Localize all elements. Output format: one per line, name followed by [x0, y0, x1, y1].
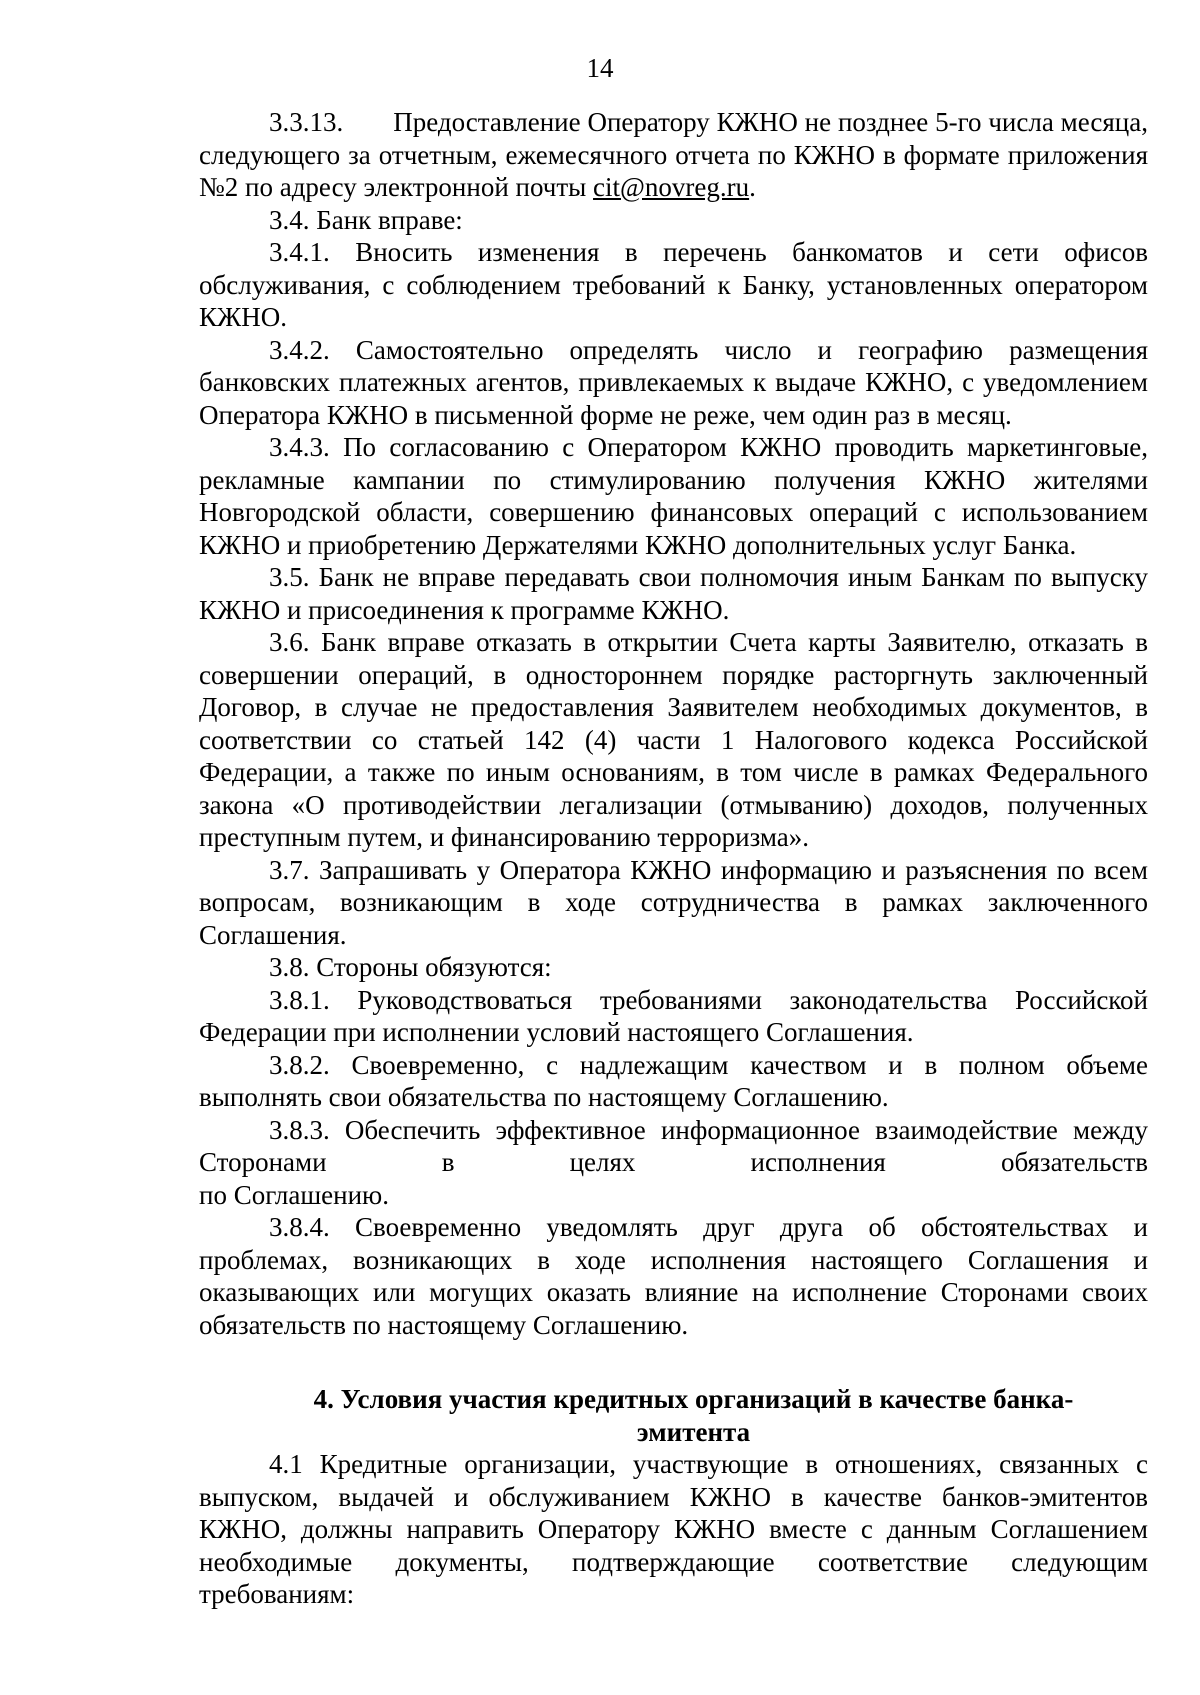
paragraph-3-4-1	[199, 236, 1148, 334]
clause-number: 3.6.	[269, 627, 310, 657]
clause-text-continuation: по Соглашению.	[199, 1179, 389, 1210]
paragraph-3-8-1	[199, 984, 1148, 1049]
paragraph-3-8	[199, 951, 1148, 984]
clause-number: 3.8.1.	[269, 984, 330, 1015]
clause-number: 3.8.2.	[269, 1049, 330, 1080]
clause-text: Предоставление Оператору КЖНО не позднее 5-го числа месяца, следующего за отчетным, ежемесячного отчета по КЖНО в формате приложения №2 по адресу электронной почты	[199, 107, 1148, 202]
clause-number: 3.4.	[269, 204, 310, 235]
paragraph-3-8-4	[199, 1211, 1148, 1341]
clause-number: 4.1	[269, 1449, 303, 1479]
section-heading-line1: 4. Условия участия кредитных организаций в качестве банка-	[313, 1384, 1074, 1414]
paragraph-4-1	[199, 1448, 1148, 1611]
clause-text: Банк вправе отказать в открытии Счета карты Заявителю, отказать в совершении операций, в одностороннем порядке расторгнуть заключенный Договор, в случае не предоставления Заявителем необходимых документов, в соответствии со статьей 142 (4) части 1 Налогового кодекса Российской Федерации, а также по иным основаниям, в том числе в рамках Федерального закона «О противодействии легализации (отмыванию) доходов, полученных преступным путем, и финансированию терроризма».	[199, 627, 1148, 852]
document-body	[199, 106, 1148, 1611]
page-number: 14	[586, 53, 614, 83]
paragraph-3-3-13	[199, 106, 1148, 204]
paragraph-3-4-2	[199, 334, 1148, 432]
paragraph-3-8-3	[199, 1114, 1148, 1179]
clause-number: 3.4.2.	[269, 334, 330, 365]
paragraph-3-6	[199, 626, 1148, 854]
section-heading	[199, 1383, 1148, 1448]
section-heading-line2: эмитента	[636, 1416, 751, 1447]
email-link[interactable]: cit@novreg.ru	[593, 172, 750, 202]
clause-text: Кредитные организации, участвующие в отношениях, связанных с выпуском, выдачей и обслуживанием КЖНО в качестве банков-эмитентов КЖНО, должны направить Оператору КЖНО вместе с данным Соглашением необходимые документы, подтверждающие соответствие следующим требованиям:	[199, 1449, 1148, 1609]
clause-number: 3.4.3.	[269, 432, 330, 462]
clause-text: Руководствоваться требованиями законодательства Российской Федерации при исполнении условий настоящего Соглашения.	[199, 984, 1149, 1047]
clause-text: Вносить изменения в перечень банкоматов и сети офисов обслуживания, с соблюдением требований к Банку, установленных оператором КЖНО.	[199, 237, 1148, 332]
clause-text: Обеспечить эффективное информационное взаимодействие между Сторонами в целях исполнения обязательств	[199, 1114, 1149, 1177]
clause-number: 3.4.1.	[269, 237, 330, 267]
paragraph-3-5	[199, 561, 1148, 626]
clause-number: 3.3.13.	[269, 107, 344, 137]
clause-text: По согласованию с Оператором КЖНО проводить маркетинговые, рекламные кампании по стимулированию получения КЖНО жителями Новгородской области, совершению финансовых операций с использованием КЖНО и приобретению Держателями КЖНО дополнительных услуг Банка.	[199, 432, 1148, 560]
paragraph-3-4	[199, 204, 1148, 237]
clause-text: Банк не вправе передавать свои полномочия иным Банкам по выпуску КЖНО и присоединения к программе КЖНО.	[199, 562, 1149, 625]
paragraph-3-4-3	[199, 431, 1148, 561]
clause-number: 3.7.	[269, 854, 310, 885]
clause-text-end: .	[749, 172, 756, 202]
paragraph-3-7	[199, 854, 1148, 952]
clause-text: Своевременно, с надлежащим качеством и в полном объеме выполнять свои обязательства по настоящему Соглашению.	[199, 1049, 1149, 1112]
paragraph-3-8-2	[199, 1049, 1148, 1114]
clause-text: Запрашивать у Оператора КЖНО информацию и разъяснения по всем вопросам, возникающим в ходе сотрудничества в рамках заключенного Соглашения.	[199, 854, 1149, 950]
clause-text: Стороны обязуются:	[316, 952, 552, 982]
clause-text: Самостоятельно определять число и географию размещения банковских платежных агентов, привлекаемых к выдаче КЖНО, с уведомлением Оператора КЖНО в письменной форме не реже, чем один раз в месяц.	[199, 334, 1148, 430]
clause-text: Банк вправе:	[316, 204, 463, 235]
clause-number: 3.8.3.	[269, 1114, 330, 1145]
clause-number: 3.8.4.	[269, 1212, 330, 1242]
clause-number: 3.5.	[269, 562, 310, 592]
clause-number: 3.8.	[269, 952, 310, 982]
paragraph-3-8-3-continuation	[199, 1179, 1148, 1212]
clause-text: Своевременно уведомлять друг друга об обстоятельствах и проблемах, возникающих в ходе исполнения настоящего Соглашения и оказывающих или могущих оказать влияние на исполнение Сторонами своих обязательств по настоящему Соглашению.	[199, 1212, 1148, 1340]
